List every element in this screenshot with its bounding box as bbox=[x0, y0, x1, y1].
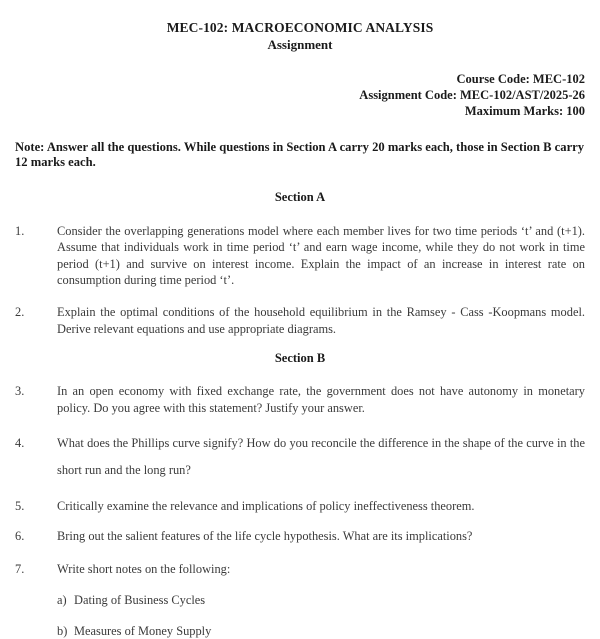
course-code: Course Code: MEC-102 bbox=[456, 72, 585, 86]
question-number: 4. bbox=[15, 436, 25, 451]
question-item bbox=[15, 223, 585, 289]
question-text: Explain the optimal conditions of the household equilibrium in the Ramsey - Cass -Koopmans model. Derive relevant equations and use appropriate diagrams. bbox=[57, 305, 585, 336]
question-number: 5. bbox=[15, 499, 25, 514]
question-item bbox=[15, 304, 585, 337]
maximum-marks: Maximum Marks: 100 bbox=[464, 104, 585, 119]
question-number: 1. bbox=[15, 223, 25, 238]
sub-item-label: a) bbox=[57, 593, 67, 608]
question-item bbox=[15, 430, 585, 484]
assignment-code: Assignment Code: MEC-102/AST/2025-26 bbox=[359, 88, 585, 103]
sub-item-text: Dating of Business Cycles bbox=[74, 593, 206, 608]
question-text: Write short notes on the following: bbox=[57, 561, 231, 576]
question-item bbox=[15, 561, 585, 577]
course-meta-block bbox=[15, 71, 585, 120]
page-title: MEC-102: MACROECONOMIC ANALYSIS bbox=[166, 20, 434, 35]
question-number: 2. bbox=[15, 305, 25, 320]
question-text: In an open economy with fixed exchange rate, the government does not have autonomy in monetary policy. Do you agree with this statement? Justify your answer. bbox=[57, 384, 585, 415]
page-subtitle: Assignment bbox=[267, 37, 333, 52]
question-item bbox=[15, 383, 585, 416]
question-item bbox=[15, 528, 585, 544]
question-number: 6. bbox=[15, 529, 25, 544]
question-text: Consider the overlapping generations model where each member lives for two time periods ‘t’ and (t+1). Assume that individuals work in time period ‘t’ and earn wage income, while they do not work in time period (t+1) and survive on interest income. Explain the impact of an increase in interest rate on consumption during time period ‘t’. bbox=[57, 223, 585, 288]
sub-item bbox=[15, 623, 585, 639]
document-header bbox=[15, 0, 585, 120]
sub-item-text: Measures of Money Supply bbox=[74, 624, 212, 639]
question-number: 3. bbox=[15, 384, 25, 399]
question-text: What does the Phillips curve signify? How do you reconcile the difference in the shape of the curve in the short run and the long run? bbox=[57, 436, 585, 478]
section-a-heading: Section A bbox=[274, 189, 326, 204]
question-number: 7. bbox=[15, 561, 25, 576]
instructions-note: Note: Answer all the questions. While questions in Section A carry 20 marks each, those in Section B carry 12 marks each. bbox=[15, 139, 585, 170]
question-item bbox=[15, 498, 585, 514]
sub-item-label: b) bbox=[57, 624, 68, 639]
question-text: Bring out the salient features of the life cycle hypothesis. What are its implications? bbox=[57, 529, 473, 544]
section-b-heading: Section B bbox=[274, 351, 326, 366]
sub-item bbox=[15, 592, 585, 608]
question-text: Critically examine the relevance and implications of policy ineffectiveness theorem. bbox=[57, 499, 475, 514]
